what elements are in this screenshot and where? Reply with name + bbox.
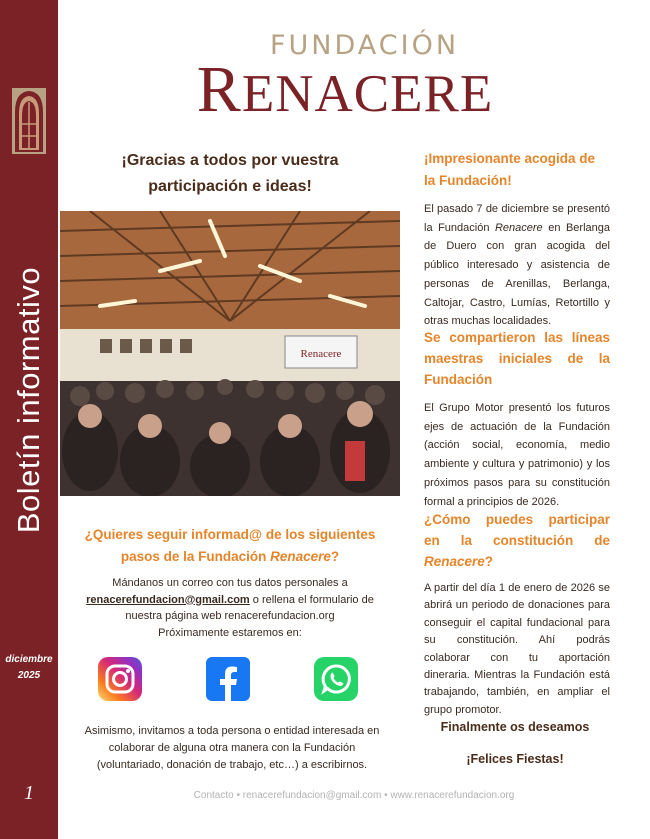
para-line: abrirá un periodo de donaciones para [424,599,610,612]
participate-heading [424,509,610,572]
guidelines-paragraph [424,399,610,511]
para-line: conseguir el capital fundacional para [424,616,610,629]
issue-month: diciembre [5,654,53,665]
brand-initial: R [196,53,242,126]
para-line: (acción social, economía, medio [424,439,610,452]
follow-text-post: o rellena el formulario de [249,593,374,606]
invite-line: Asimismo, invitamos a toda persona o entidad interesada en [84,725,380,737]
follow-heading [70,524,390,568]
para-line: de Duero con gran acogida del [424,240,610,253]
para-line: ejes de actuación de la Fundación [424,420,610,433]
para-line: colaborar con tu aportación [424,651,610,664]
para-line: grupo promotor. [424,703,502,716]
whatsapp-icon[interactable] [314,657,358,701]
page-number: 1 [24,782,34,804]
guidelines-heading [424,327,610,390]
para-line: El Grupo Motor presentó los futuros [424,402,610,414]
para-em: Renacere [494,221,543,234]
para-line: otras muchas localidades. [424,315,552,328]
para-line: formal a principios de 2026. [424,495,560,508]
thanks-heading-line: participación e ideas! [148,178,312,195]
follow-text-line: nuestra página web renacerefundacion.org [125,610,335,622]
para-line: Caltojar, Castro, Lumías, Retortillo y [424,296,610,309]
para-line: próximos pasos para su constitución [424,476,610,489]
guidelines-heading-line: Se compartieron las líneas [424,330,610,345]
follow-text-line: Próximamente estaremos en: [158,626,302,639]
para-line: A partir del día 1 de enero de 2026 se [424,582,610,594]
follow-heading-line: ¿Quieres seguir informad@ de los siguientes [84,527,376,542]
logo-icon [12,88,46,154]
para-text: en Berlanga [542,221,610,234]
follow-heading-text: pasos de la Fundación [120,549,271,564]
email-link[interactable]: renacerefundacion@gmail.com [86,593,250,606]
thanks-heading-line: ¡Gracias a todos por vuestra [121,152,339,169]
participate-heading-em: Renacere [424,554,485,569]
welcome-heading [424,148,610,192]
participate-heading-post: ? [484,554,494,569]
welcome-paragraph [424,200,610,331]
brand-fundacion: FUNDACIÓN [270,30,460,61]
instagram-icon[interactable] [98,657,142,701]
guidelines-heading-line: Fundación [424,372,493,387]
event-photo [60,211,400,496]
brand-renacere [130,52,560,128]
invite-line: colaborar de alguna otra manera con la Fundación [108,742,356,754]
brand-rest: ENACERE [241,65,494,123]
invite-text [62,723,402,774]
guidelines-heading-line: maestras iniciales de la [424,351,610,366]
happy-holidays: ¡Felices Fiestas! [466,752,564,766]
follow-text-line [60,592,400,609]
para-line: ambiente y cultura y patrimonio) y los [424,458,610,471]
closing-wish: Finalmente os deseamos [440,720,590,734]
welcome-heading-line: la Fundación! [424,173,512,188]
screen-text: Renacere [300,348,342,360]
follow-heading-text: ? [330,549,340,564]
participate-heading-line: en la constitución de [424,533,610,548]
para-text: la Fundación [424,221,495,234]
para-line: El pasado 7 de diciembre se presentó [424,203,610,215]
para-line [424,219,610,238]
sidebar [0,0,58,839]
follow-heading-em: Renacere [270,549,331,564]
participate-paragraph [424,580,610,719]
follow-text-line: Mándanos un correo con tus datos personales a [112,577,348,589]
invite-line: (voluntariado, donación de trabajo, etc…) a escribirnos. [96,759,368,771]
thanks-heading [100,148,360,200]
para-line: su constitución. Ahí podrás [424,634,610,647]
footer-contact: Contacto • renacerefundacion@gmail.com • www.renacerefundacion.org [193,790,515,801]
facebook-icon[interactable] [206,657,250,701]
follow-text [60,575,400,641]
participate-heading-line [424,551,610,572]
para-line: dineraria. Mientras la Fundación está [424,669,610,682]
para-line: personas de Arenillas, Berlanga, [424,277,610,290]
newsletter-title: Boletín informativo [11,266,46,534]
welcome-heading-line: ¡Impresionante acogida de [424,151,596,166]
para-line: trabajando, también, en ampliar el [424,686,610,699]
follow-heading-line [70,546,390,568]
participate-heading-line: ¿Cómo puedes participar [424,512,610,527]
para-line: público interesado y asistencia de [424,259,610,272]
issue-year: 2025 [17,670,41,681]
